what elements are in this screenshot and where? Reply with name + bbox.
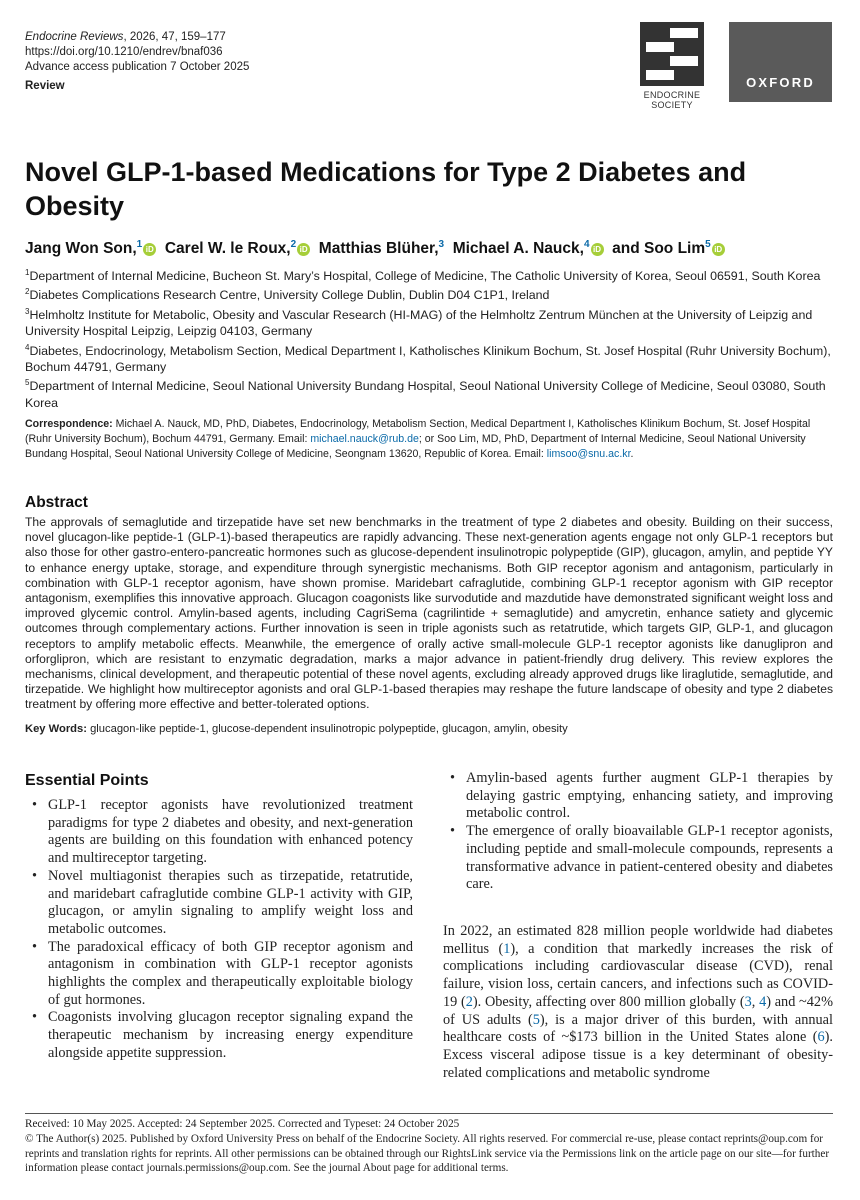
bullet-icon: • <box>450 823 456 840</box>
society-mark-icon <box>640 22 704 86</box>
list-item-text: Amylin-based agents further augment GLP-1 therapies by delaying gastric emptying, enhancing satiety, and improving metabolic control. <box>466 770 833 822</box>
reference-link[interactable]: 4 <box>759 993 767 1010</box>
list-item-text: Novel multiagonist therapies such as tirzepatide, retatrutide, and maridebart cafraglutide combine GLP-1 activity with GIP, glucagon, or amylin signaling to amplify weight loss and metabolic outcomes. <box>48 867 413 937</box>
author-name: Carel W. le Roux, <box>164 240 291 258</box>
abstract-heading: Abstract <box>25 494 88 511</box>
list-item <box>25 797 413 868</box>
author[interactable] <box>314 240 444 257</box>
publication-date: Advance access publication 7 October 2025 <box>25 61 250 73</box>
reference-link[interactable]: 1 <box>503 940 511 957</box>
paragraph-text: ). Excess visceral adipose tissue is a key determinant of obesity-related complications and metabolic syndrome <box>443 1029 833 1081</box>
endocrine-society-logo <box>624 22 720 122</box>
reference-link[interactable]: 2 <box>465 993 473 1010</box>
footer-copyright: © The Author(s) 2025. Published by Oxford University Press on behalf of the Endocrine Society. All rights reserved. For commercial re-use, please contact reprints@oup.com for reprints and translation rights for reprints. All other permissions can be obtained through our RightsLink service via the Permissions link on the article page on our site—for further information please contact journals.permissions@oup.com. See the journal About page for additional terms. <box>25 1132 830 1175</box>
society-logo-line-1: ENDOCRINE <box>643 90 701 100</box>
society-logo-text <box>624 90 720 110</box>
affiliation <box>25 304 837 340</box>
oxford-logo-text: OXFORD <box>746 75 815 90</box>
author-affiliation-number: 3 <box>438 239 445 250</box>
affiliation <box>25 375 837 411</box>
author-affiliation-number: 2 <box>290 239 297 250</box>
essential-points-heading: Essential Points <box>25 772 149 789</box>
footer-dates: Received: 10 May 2025. Accepted: 24 September 2025. Corrected and Typeset: 24 October 2025 <box>25 1118 460 1130</box>
keywords <box>25 722 833 737</box>
author-name: Matthias Blüher, <box>318 240 439 258</box>
list-item-text: GLP-1 receptor agonists have revolutionized treatment paradigms for type 2 diabetes and obesity, and next-generation agents are building on this foundation with enhanced potency and multireceptor targeting. <box>48 797 413 867</box>
author-name: Michael A. Nauck, <box>452 240 584 258</box>
list-item <box>443 823 833 894</box>
reference-link[interactable]: 5 <box>532 1011 540 1028</box>
article-type: Review <box>25 80 65 92</box>
paragraph-text: ), a condition that markedly increases the risk of complications including cardiovascular disease (CVD), renal failure, vision loss, certain cancers, and infections such as COVID-19 ( <box>443 940 834 1010</box>
reference-link[interactable]: 6 <box>817 1029 825 1046</box>
orcid-icon[interactable]: iD <box>591 243 604 256</box>
list-item-text: The emergence of orally bioavailable GLP-1 receptor agonists, including peptide and small-molecule compounds, represents a transformative advance in patient-centered obesity and diabetes care. <box>466 823 833 893</box>
reference-link[interactable]: 3 <box>744 993 752 1010</box>
author-list <box>25 235 835 259</box>
affiliation-text: Diabetes Complications Research Centre, University College Dublin, Dublin D04 C1P1, Ireland <box>29 288 550 303</box>
author-affiliation-number: 1 <box>136 239 143 250</box>
article-meta <box>25 30 249 94</box>
bullet-icon: • <box>450 770 456 786</box>
author[interactable] <box>161 240 311 257</box>
affiliation-number: 5 <box>25 378 30 388</box>
author-affiliation-number: 4 <box>583 239 590 250</box>
affiliation <box>25 284 837 303</box>
orcid-icon[interactable]: iD <box>712 243 725 256</box>
email-link[interactable]: limsoo@snu.ac.kr <box>546 448 631 461</box>
correspondence-label: Correspondence: <box>25 418 113 430</box>
author-name: Jang Won Son, <box>25 240 137 258</box>
paragraph-text: In 2022, an estimated 828 million people worldwide had diabetes mellitus ( <box>443 923 833 957</box>
paragraph-text: , <box>751 993 760 1010</box>
article-title: Novel GLP-1-based Medications for Type 2 Diabetes and Obesity <box>25 157 747 221</box>
correspondence-text: . <box>630 448 634 461</box>
abstract-text: The approvals of semaglutide and tirzepatide have set new benchmarks in the treatment of type 2 diabetes and obesity. Building on their success, novel glucagon-like peptide-1 (GLP-1)-based therapeutics are rapidly advancing. These next-generation agents engage not only GLP-1 receptors but also those for other gastro-entero-pancreatic hormones such as glucose-dependent insulinotropic polypeptide (GIP), glucagon, amylin, and peptide YY to enhance energy uptake, storage, and expenditure through synergistic mechanisms. Both GIP receptor agonism and antagonism, particularly in combination with GLP-1 receptor agonism, have shown promise. Maridebart cafraglutide, combining GLP-1 receptor agonism with GIP receptor antagonism, exemplifies this innovative approach. Glucagon coagonists like survodutide and mazdutide have demonstrated significant weight loss and improved glycemic control. Amylin-based agents, including CagriSema (cagrilintide + semaglutide) and amycretin, enhance satiety and glycemic outcomes through complementary actions. Further innovation is seen in triple agonists such as retatrutide, which targets GIP, GLP-1, and glucagon receptors to amplify metabolic effects. Meanwhile, the emergence of orally active small-molecule GLP-1 receptor agonists like danuglipron and orforglipron, which are resistant to enzymatic degradation, marks a major advance in patient-friendly drug delivery. This review explores the mechanisms, clinical development, and therapeutic potential of these novel agents, excluding already approved drugs like liraglutide, semaglutide, and tirzepatide. We highlight how multireceptor agonists and oral GLP-1-based therapies may reshape the future landscape of obesity and type 2 diabetes treatment by offering more effective and better-tolerated options. <box>25 515 833 712</box>
orcid-icon[interactable]: iD <box>143 243 156 256</box>
journal-name: Endocrine Reviews <box>25 31 124 43</box>
paragraph-text: ), is a major driver of this burden, with annual healthcare costs of ~$173 billion in the United States alone ( <box>443 1011 833 1046</box>
affiliations <box>25 265 837 411</box>
orcid-icon[interactable]: iD <box>297 243 310 256</box>
affiliation-text: Diabetes, Endocrinology, Metabolism Section, Medical Department I, Katholisches Klinikum Bochum, St. Josef Hospital (Ruhr University Bochum), Bochum 44791, Germany <box>25 343 831 374</box>
essential-points-list-right <box>443 770 833 894</box>
citation-text: , 2026, 47, 159–177 <box>123 31 226 43</box>
intro-paragraph <box>443 923 833 1082</box>
author[interactable] <box>448 240 603 257</box>
society-logo-mark <box>640 22 704 86</box>
affiliation-text: Department of Internal Medicine, Seoul National University Bundang Hospital, Seoul National University College of Medicine, Seoul 03080, South Korea <box>25 379 826 410</box>
list-item <box>25 868 413 939</box>
affiliation-number: 1 <box>25 268 30 277</box>
affiliation-number: 3 <box>25 306 30 316</box>
oxford-logo <box>729 22 832 102</box>
affiliation-text: Helmholtz Institute for Metabolic, Obesity and Vascular Research (HI-MAG) of the Helmholtz Zentrum München at the University of Leipzig and University Hospital Leipzig, Leipzig 04103, Germany <box>25 307 813 339</box>
affiliation-number: 2 <box>25 287 30 297</box>
affiliation-text: Department of Internal Medicine, Bucheon St. Mary’s Hospital, College of Medicine, The Catholic University of Korea, Seoul 06591, South Korea <box>29 269 821 284</box>
author[interactable] <box>608 240 725 257</box>
keywords-text: glucagon-like peptide-1, glucose-dependent insulinotropic polypeptide, glucagon, amylin, obesity <box>86 723 568 735</box>
author-name: and Soo Lim <box>612 240 706 258</box>
email-link[interactable]: michael.nauck@rub.de <box>310 433 419 446</box>
correspondence-text: ; or Soo Lim, MD, PhD, Department of Internal Medicine, Seoul National University Bundang Hospital, Seoul National University College of Medicine, Seongnam 13620, Republic of Korea. Email: <box>25 433 806 461</box>
list-item <box>25 1009 413 1062</box>
keywords-label: Key Words: <box>25 723 87 735</box>
bullet-icon: • <box>32 797 38 813</box>
footer <box>25 1117 835 1176</box>
bullet-icon: • <box>32 938 38 955</box>
affiliation <box>25 340 837 376</box>
list-item <box>25 939 413 1010</box>
essential-points-list-left <box>25 797 413 1063</box>
journal-citation <box>25 30 249 45</box>
author-affiliation-number: 5 <box>705 239 711 250</box>
bullet-icon: • <box>32 1009 38 1026</box>
affiliation <box>25 265 837 284</box>
correspondence <box>25 417 837 463</box>
list-item-text: Coagonists involving glucagon receptor signaling expand the therapeutic mechanism by increasing energy expenditure alongside appetite suppression. <box>48 1009 413 1061</box>
bullet-icon: • <box>32 867 38 884</box>
society-logo-line-2: SOCIETY <box>651 100 693 110</box>
correspondence-text: Michael A. Nauck, MD, PhD, Diabetes, Endocrinology, Metabolism Section, Medical Department I, Katholisches Klinikum Bochum, St. Josef Hospital (Ruhr University Bochum), Bochum 44791, Germany. Email: <box>25 418 811 446</box>
footer-divider <box>25 1113 833 1114</box>
paragraph-text: ). Obesity, affecting over 800 million globally ( <box>472 993 745 1010</box>
list-item-text: The paradoxical efficacy of both GIP receptor agonism and antagonism in combination with GLP-1 receptor agonists highlights the complex and therapeutically exploitable biology of gut hormones. <box>48 938 413 1008</box>
doi-link[interactable]: https://doi.org/10.1210/endrev/bnaf036 <box>25 46 223 58</box>
list-item <box>443 770 833 823</box>
paragraph-text: ) and ~42% of US adults ( <box>443 993 833 1028</box>
author[interactable] <box>25 240 156 257</box>
affiliation-number: 4 <box>25 342 30 352</box>
